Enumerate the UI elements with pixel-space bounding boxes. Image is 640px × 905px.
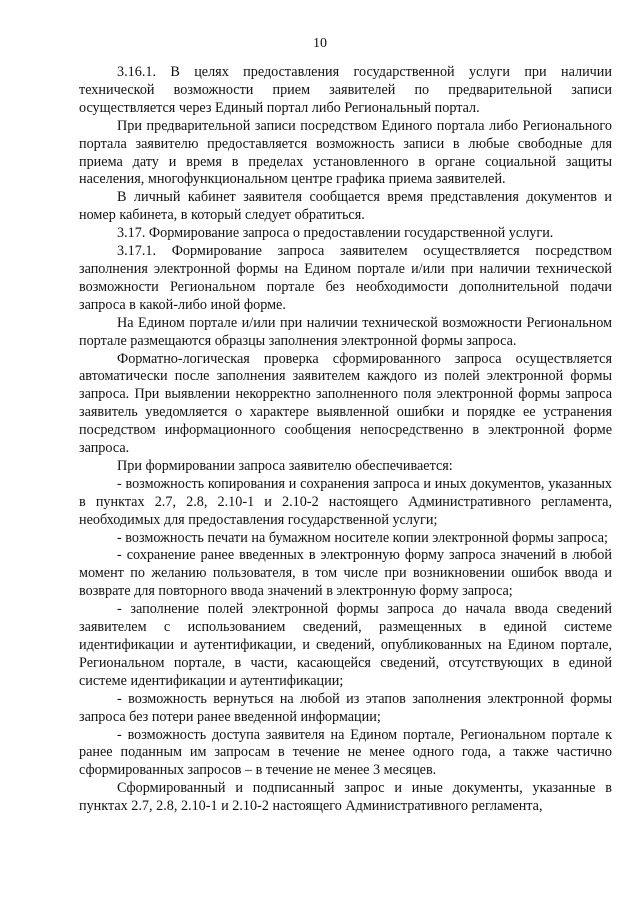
page-number: 10 bbox=[313, 36, 327, 51]
paragraph-3-17: 3.17. Формирование запроса о предоставлении государственной услуги. bbox=[117, 225, 554, 242]
paragraph-personal-cabinet: В личный кабинет заявителя сообщается время представления документов и номер кабинета, в который следует обратиться. bbox=[79, 189, 612, 224]
bullet-access-history: - возможность доступа заявителя на Едином портале, Региональном портале к ранее поданным им запросам в течение не менее одного года, а также частично сформированных запросов – в течение не менее 3 месяцев. bbox=[79, 726, 612, 779]
bullet-return-step: - возможность вернуться на любой из этапов заполнения электронной формы запроса без потери ранее введенной информации; bbox=[79, 690, 612, 725]
bullet-print: - возможность печати на бумажном носителе копии электронной формы запроса; bbox=[117, 529, 608, 546]
paragraph-provided-intro: При формировании запроса заявителю обеспечивается: bbox=[117, 457, 453, 474]
paragraph-3-17-1: 3.17.1. Формирование запроса заявителем осуществляется посредством заполнения электронной формы на Едином портале и/или при наличии технической возможности Региональном портале без необходимости дополнительной подачи запроса в какой-либо иной форме. bbox=[79, 243, 612, 313]
paragraph-signed-request: Сформированный и подписанный запрос и иные документы, указанные в пунктах 2.7, 2.8, 2.10-1 и 2.10-2 настоящего Административного регламента, bbox=[79, 780, 612, 815]
bullet-prefill: - заполнение полей электронной формы запроса до начала ввода сведений заявителем с использованием сведений, размещенных в единой системе идентификации и аутентификации, и сведений, опубликованных на Едином портале, Региональном портале, в части, касающейся сведений, отсутствующих в единой системе идентификации и аутентификации; bbox=[79, 601, 612, 689]
document-body bbox=[79, 64, 612, 816]
paragraph-preliminary-record: При предварительной записи посредством Единого портала либо Регионального портала заявителю предоставляется возможность записи в любые свободные для приема дату и время в пределах установленного в органе социальной защиты населения, многофункциональном центре графика приема заявителей. bbox=[79, 117, 612, 188]
paragraph-format-check: Форматно-логическая проверка сформированного запроса осуществляется автоматически после заполнения заявителем каждого из полей электронной формы запроса. При выявлении некорректно заполненного поля электронной формы запроса заявитель уведомляется о характере выявленной ошибки и порядке ее устранения посредством информационного сообщения непосредственно в электронной форме запроса. bbox=[79, 350, 612, 457]
paragraph-samples: На Едином портале и/или при наличии технической возможности Региональном портале размещаются образцы заполнения электронной формы запроса. bbox=[79, 314, 612, 349]
paragraph-3-16-1: 3.16.1. В целях предоставления государственной услуги при наличии технической возможности прием заявителей по предварительной записи осуществляется через Единый портал либо Региональный портал. bbox=[79, 64, 612, 116]
bullet-save-values: - сохранение ранее введенных в электронную форму запроса значений в любой момент по желанию пользователя, в том числе при возникновении ошибок ввода и возврате для повторного ввода значений в электронную форму запроса; bbox=[79, 547, 612, 600]
bullet-copy-save: - возможность копирования и сохранения запроса и иных документов, указанных в пунктах 2.7, 2.8, 2.10-1 и 2.10-2 настоящего Административного регламента, необходимых для предоставления государственной услуги; bbox=[79, 475, 612, 528]
